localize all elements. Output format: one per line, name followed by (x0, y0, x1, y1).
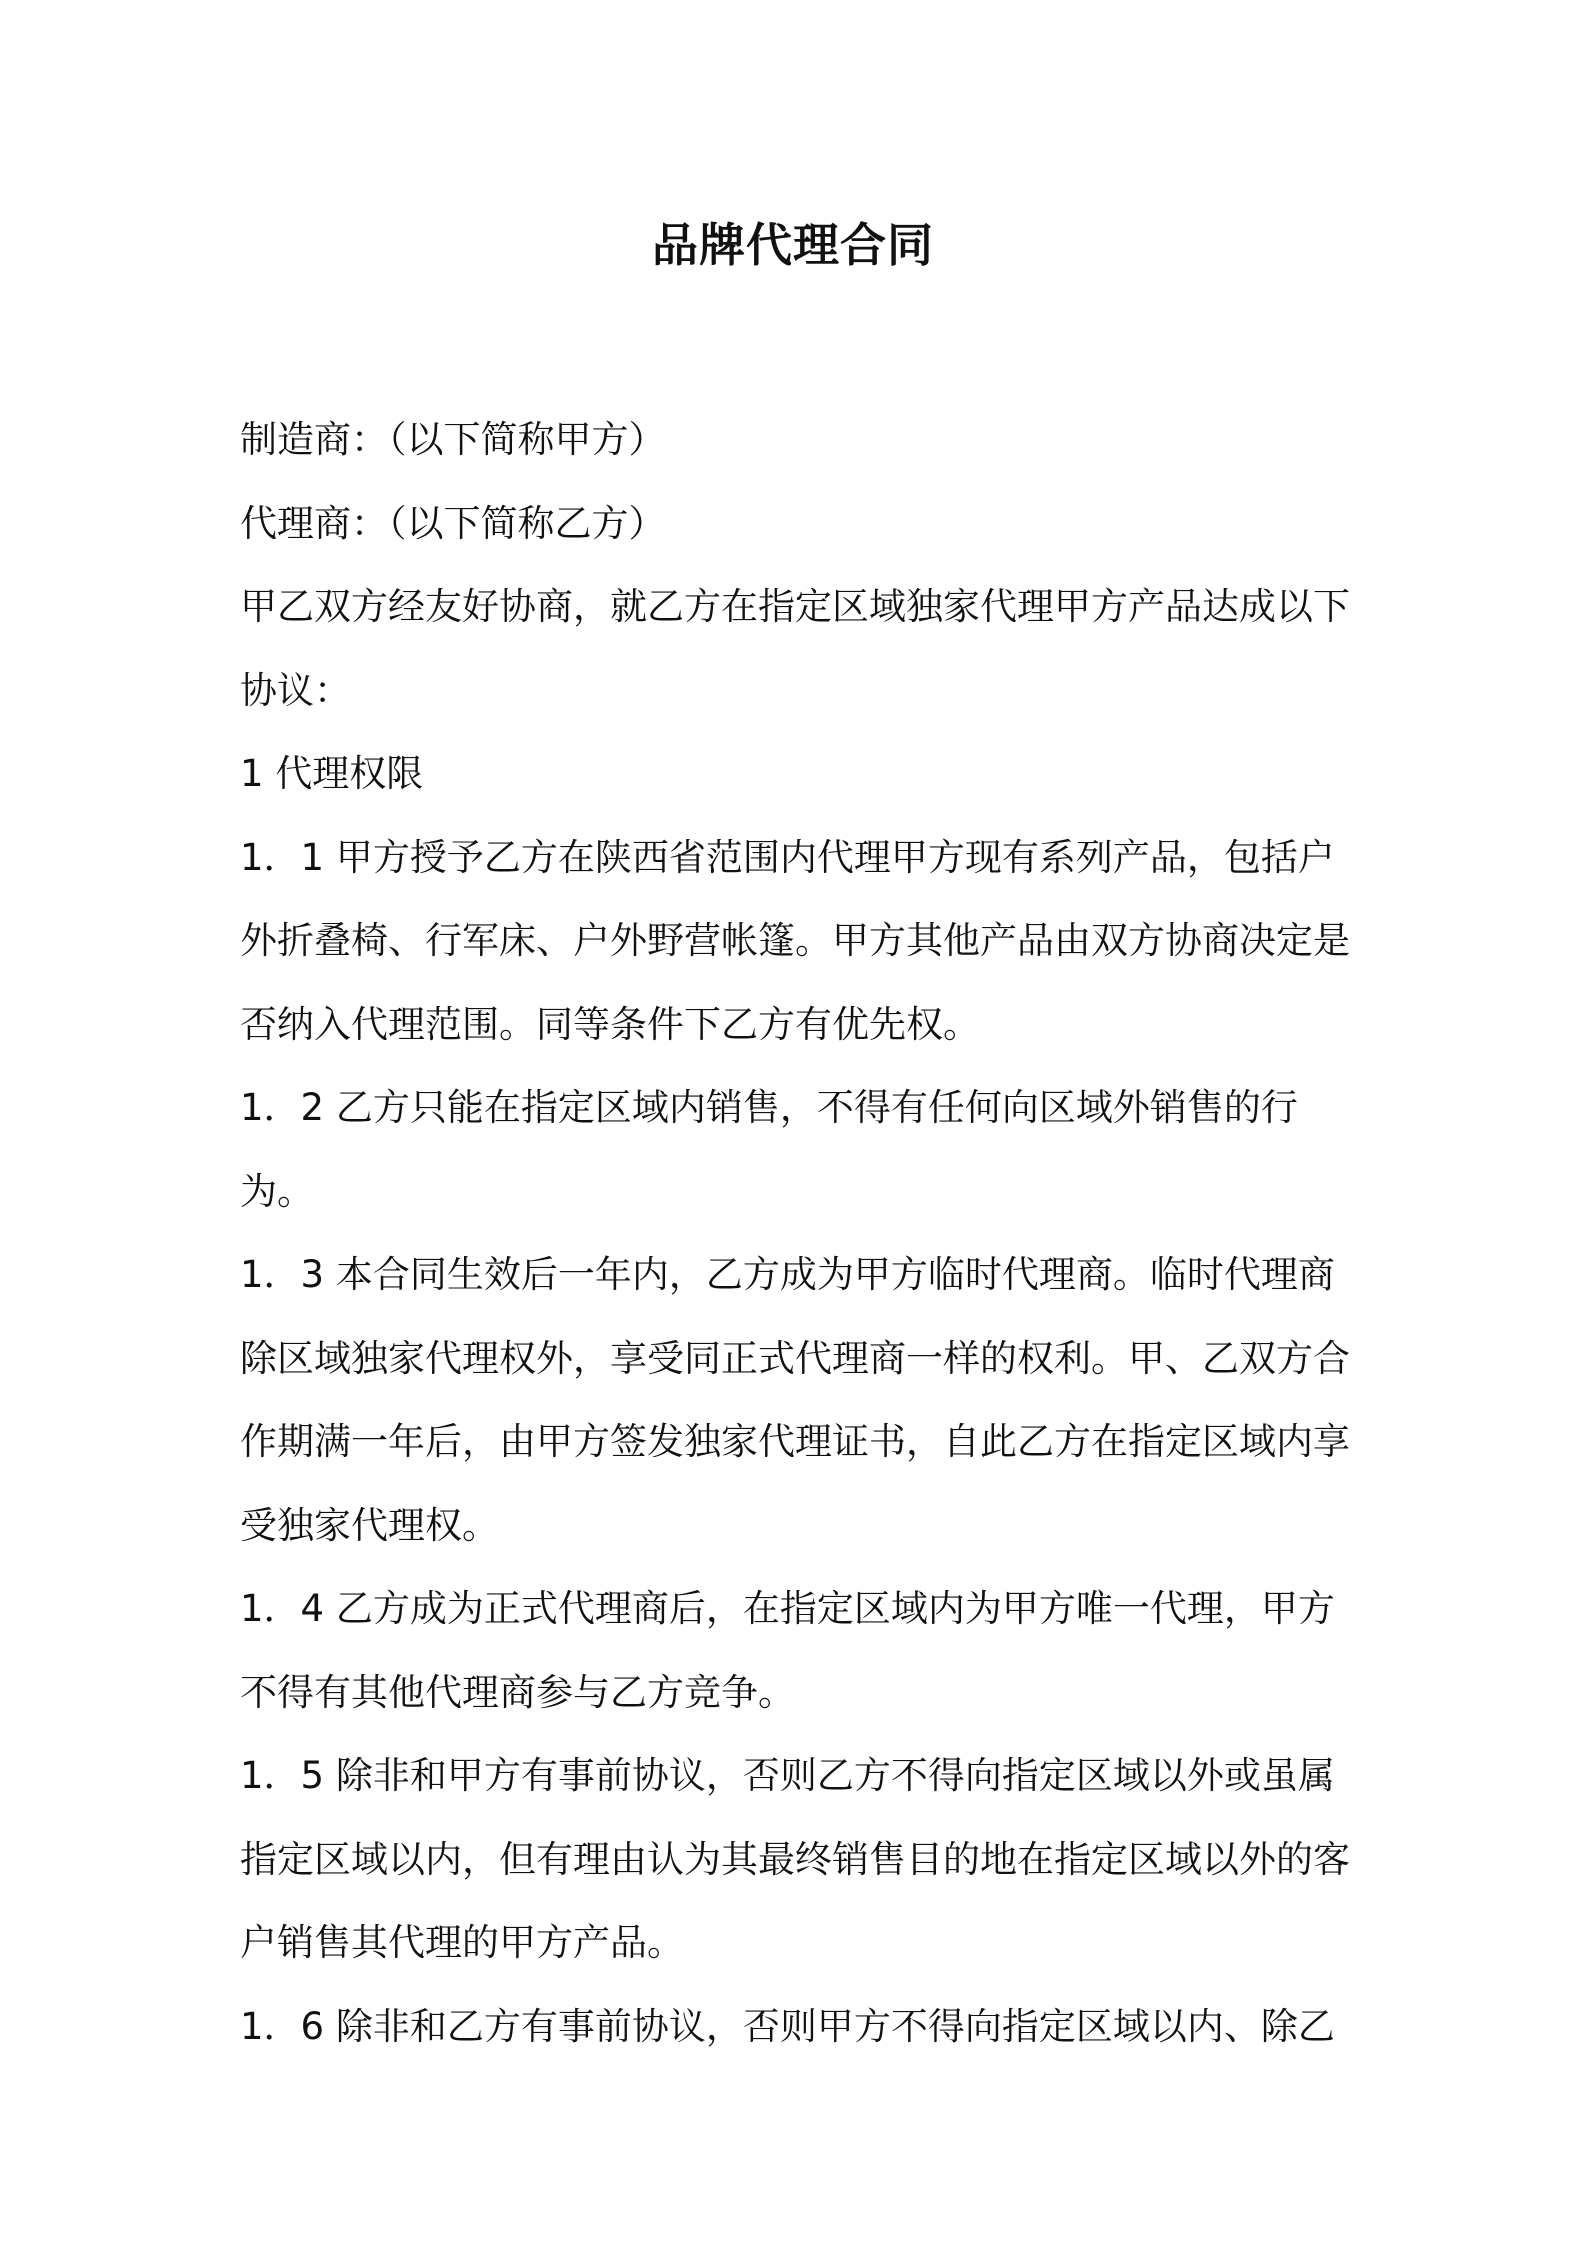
clause-1-2: 1．2 乙方只能在指定区域内销售，不得有任何向区域外销售的行为。 (240, 1086, 1298, 1213)
preamble-paragraph: 甲乙双方经友好协商，就乙方在指定区域独家代理甲方产品达成以下协议： (240, 585, 1350, 712)
clause-1-1: 1．1 甲方授予乙方在陕西省范围内代理甲方现有系列产品，包括户外折叠椅、行军床、户外野营帐篷。甲方其他产品由双方协商决定是否纳入代理范围。同等条件下乙方有优先权。 (240, 835, 1350, 1046)
document-title: 品牌代理合同 (652, 218, 934, 272)
clause-1-5: 1．5 除非和甲方有事前协议，否则乙方不得向指定区域以外或虽属指定区域以内，但有理由认为其最终销售目的地在指定区域以外的客户销售其代理的甲方产品。 (240, 1754, 1350, 1964)
party-b-line: 代理商：（以下简称乙方） (240, 501, 666, 545)
party-a-line: 制造商：（以下简称甲方） (240, 418, 666, 461)
clause-1-6: 1．6 除非和乙方有事前协议，否则甲方不得向指定区域以内、除乙 (240, 2004, 1335, 2048)
clause-1-4: 1．4 乙方成为正式代理商后，在指定区域内为甲方唯一代理，甲方不得有其他代理商参与乙方竞争。 (240, 1587, 1335, 1714)
document-body (240, 398, 1370, 2068)
section-heading-1: 1 代理权限 (240, 752, 424, 795)
clause-1-3: 1．3 本合同生效后一年内，乙方成为甲方临时代理商。临时代理商除区域独家代理权外，享受同正式代理商一样的权利。甲、乙双方合作期满一年后，由甲方签发独家代理证书，自此乙方在指定区域内享受独家代理权。 (240, 1253, 1350, 1547)
